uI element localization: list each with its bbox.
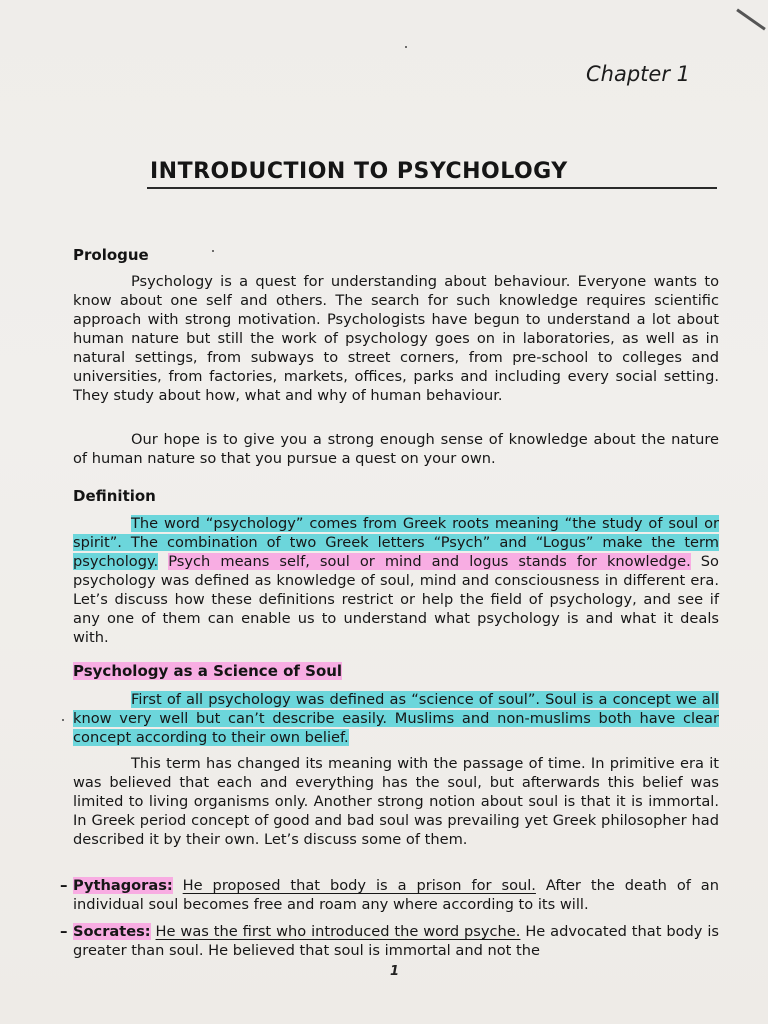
section-heading-prologue: Prologue xyxy=(73,246,149,264)
dust-speck xyxy=(62,719,64,721)
philosopher-name: Socrates: xyxy=(73,923,151,940)
philosopher-name: Pythagoras: xyxy=(73,877,173,894)
prologue-paragraph-1: Psychology is a quest for understanding about behaviour. Everyone wants to know about one self and others. The search for such knowledge requires scientific approach with strong motivation. Psychologists have begun to understand a lot about human nature but still the work of psychology goes on in laboratories, as well as in natural settings, from subways to street corners, from pre-school to colleges and universities, from factories, markets, offices, parks and including every social setting. They study about how, what and why of human behaviour. xyxy=(73,273,719,404)
list-dash: – xyxy=(60,922,68,940)
science-of-soul-paragraph-1 xyxy=(73,690,719,747)
list-dash: – xyxy=(60,876,68,894)
definition-text: So psychology was defined as knowledge of soul, mind and consciousness in different era. Let’s discuss how these definitions restrict or help the field of psychology, and see if any one of them can enable us to understand what psychology is and what it deals with. xyxy=(73,553,719,646)
title-underline xyxy=(147,187,717,189)
philosopher-underlined-text: He proposed that body is a prison for soul. xyxy=(182,877,536,894)
philosopher-underlined-text: He was the first who introduced the word psyche. xyxy=(155,923,521,940)
science-of-soul-heading-text: Psychology as a Science of Soul xyxy=(73,662,343,680)
philosopher-entry-socrates xyxy=(73,922,719,960)
section-heading-definition: Definition xyxy=(73,487,156,505)
philosopher-text: He advocated that body is greater than soul. He believed that soul is immortal and not the xyxy=(73,923,719,959)
dust-speck xyxy=(212,250,214,252)
page-number: 1 xyxy=(390,964,400,979)
definition-paragraph xyxy=(73,514,719,647)
prologue-paragraph-2: Our hope is to give you a strong enough sense of knowledge about the nature of human nature so that you pursue a quest on your own. xyxy=(73,431,719,467)
dust-speck xyxy=(405,46,407,48)
page-title: INTRODUCTION TO PSYCHOLOGY xyxy=(150,159,568,184)
definition-highlight-cyan: The word “psychology” comes from Greek roots meaning “the study of soul or spirit”. The combination of two Greek letters “Psych” and “Logus” make the term psychology. xyxy=(73,515,719,570)
section-heading-science-of-soul xyxy=(73,662,342,680)
philosopher-text: After the death of an individual soul becomes free and roam any where according to its will. xyxy=(73,877,720,913)
science-of-soul-highlight-cyan: First of all psychology was defined as “science of soul”. Soul is a concept we all know very well but can’t describe easily. Muslims and non-muslims both have clear concept according to their own belief. xyxy=(73,691,719,746)
definition-highlight-pink: Psych means self, soul or mind and logus stands for knowledge. xyxy=(168,553,691,570)
chapter-label: Chapter 1 xyxy=(586,62,690,86)
science-of-soul-paragraph-2: This term has changed its meaning with the passage of time. In primitive era it was believed that each and everything has the soul, but afterwards this belief was limited to living organisms only. Another strong notion about soul is that it is immortal. In Greek period concept of good and bad soul was prevailing yet Greek philosopher had described it by their own. Let’s discuss some of them. xyxy=(73,755,719,848)
page-corner-mark xyxy=(736,9,766,31)
philosopher-entry-pythagoras xyxy=(73,876,719,914)
